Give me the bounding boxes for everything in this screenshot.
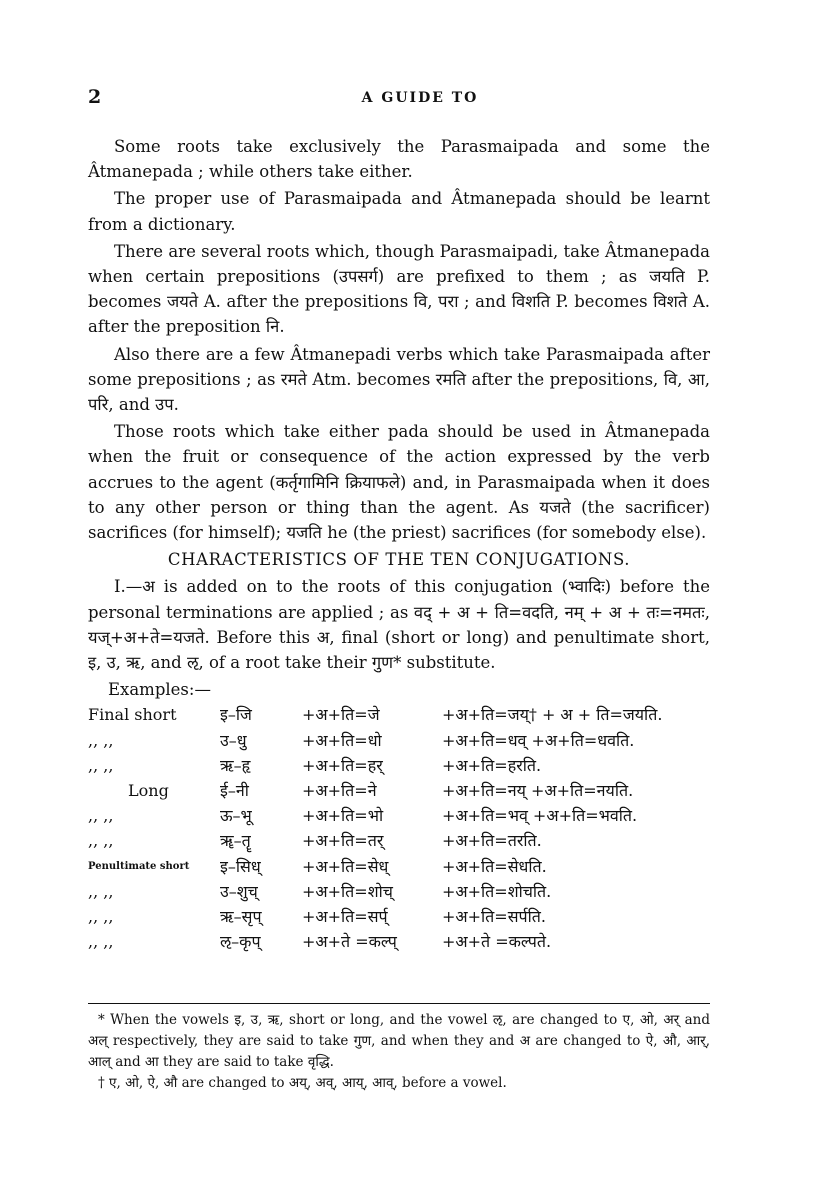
example-row: [88, 854, 710, 879]
example-label: ,, ,,: [88, 831, 114, 851]
example-step1: +अ+ति=भो: [302, 806, 384, 826]
footnote-2: † ए, ओ, ऐ, औ are changed to अय्, अव्, आय्, आव्, before a vowel.: [98, 1075, 507, 1091]
example-root: ऋ–हृ: [220, 755, 251, 775]
paragraph-4: Also there are a few Âtmanepadi verbs which take Parasmaipada after some prepositions ; as रमते Atm. becomes रमति after the prepositions, वि, आ, परि, and उप.: [88, 344, 710, 415]
page-number: 2: [88, 86, 102, 108]
running-title: A GUIDE TO: [361, 90, 479, 106]
example-row: [88, 879, 710, 904]
example-root: उ–शुच्: [220, 881, 258, 901]
example-label: ,, ,,: [88, 881, 114, 901]
example-row: [88, 828, 710, 853]
paragraph-1: Some roots take exclusively the Parasmaipada and some the Âtmanepada ; while others take either.: [88, 137, 710, 182]
example-step2: +अ+ति=नय् +अ+ति=नयति.: [442, 781, 634, 801]
example-step2: +अ+ति=भव् +अ+ति=भवति.: [442, 806, 638, 826]
example-row: [88, 929, 710, 954]
section-heading: CHARACTERISTICS OF THE TEN CONJUGATIONS.: [167, 550, 631, 570]
example-step2: +अ+ति=सेधति.: [442, 856, 547, 876]
paragraph-2: The proper use of Parasmaipada and Âtmanepada should be learnt from a dictionary.: [88, 189, 710, 234]
example-step2: +अ+ति=जय्† + अ + ति=जयति.: [442, 705, 663, 725]
example-label: Penultimate short: [88, 860, 190, 872]
example-label: ,, ,,: [88, 932, 114, 952]
example-root: ॠ–तॄ: [220, 831, 251, 851]
example-step2: +अ+ति=धव् +अ+ति=धवति.: [442, 730, 635, 750]
example-row: [88, 753, 710, 778]
example-label: ,, ,,: [88, 730, 114, 750]
paragraph-6: I.—अ is added on to the roots of this conjugation (भ्वादिः) before the personal terminations are applied ; as वद् + अ + ति=वदति, नम् + अ + तः=नमतः, यज्+अ+ते=यजते. Before this अ, final (short or long) and penultimate short, इ, उ, ऋ, and ऌ, of a root take their गुण* substitute.: [88, 577, 710, 673]
example-root: इ–सिध्: [220, 856, 261, 876]
example-step2: +अ+ति=शोचति.: [442, 881, 552, 901]
examples-table: [88, 702, 710, 954]
example-row: [88, 702, 710, 727]
example-step2: +अ+ति=तरति.: [442, 831, 542, 851]
paragraph-3: There are several roots which, though Parasmaipadi, take Âtmanepada when certain prepositions (उपसर्ग) are prefixed to them ; as जयति P. becomes जयते A. after the prepositions वि, परा ; and विशति P. becomes विशते A. after the preposition नि.: [88, 241, 710, 337]
example-root: ई–नी: [220, 781, 249, 801]
example-root: ऊ–भू: [220, 806, 252, 826]
example-row: [88, 728, 710, 753]
footnote-1: * When the vowels इ, उ, ऋ, short or long, and the vowel ऌ, are changed to ए, ओ, अर् and अल् respectively, they are said to take गुण, and when they and अ are changed to ऐ, औ, आर्, आल् and आ they are said to take वृद्धि.: [88, 1012, 710, 1070]
example-label: ,, ,,: [88, 755, 114, 775]
example-row: [88, 904, 710, 929]
example-root: उ–धु: [220, 730, 247, 750]
example-step1: +अ+ति=सर्प्: [302, 907, 388, 927]
main-text: [88, 134, 710, 955]
example-step2: +अ+ति=सर्पति.: [442, 907, 546, 927]
example-step1: +अ+ति=धो: [302, 730, 382, 750]
example-label: ,, ,,: [88, 806, 114, 826]
example-step1: +अ+ति=सेध्: [302, 856, 389, 876]
example-label: ,, ,,: [88, 907, 114, 927]
example-step1: +अ+ति=शोच्: [302, 881, 393, 901]
examples-label: Examples:—: [108, 680, 211, 700]
example-step2: +अ+ते =कल्पते.: [442, 932, 552, 952]
example-step2: +अ+ति=हरति.: [442, 755, 542, 775]
example-step1: +अ+ति=जे: [302, 705, 380, 725]
example-label: Long: [128, 781, 169, 801]
paragraph-5: Those roots which take either pada should be used in Âtmanepada when the fruit or consequence of the action expressed by the verb accrues to the agent (कर्तृगामिनि क्रियाफले) and, in Parasmaipada when it does to any other person or thing than the agent. As यजते (the sacrificer) sacrifices (for himself); यजति he (the priest) sacrifices (for somebody else).: [88, 422, 710, 543]
example-root: इ–जि: [220, 705, 252, 725]
example-step1: +अ+ति=हर्: [302, 755, 383, 775]
example-row: [88, 778, 710, 803]
example-row: [88, 803, 710, 828]
example-step1: +अ+ति=तर्: [302, 831, 384, 851]
footnotes: [88, 1003, 710, 1094]
example-root: ऋ–सृप्: [220, 907, 262, 927]
example-root: ऌ–कृप्: [220, 932, 261, 952]
example-step1: +अ+ति=ने: [302, 781, 377, 801]
example-label: Final short: [88, 705, 177, 725]
example-step1: +अ+ते =कल्प्: [302, 932, 397, 952]
